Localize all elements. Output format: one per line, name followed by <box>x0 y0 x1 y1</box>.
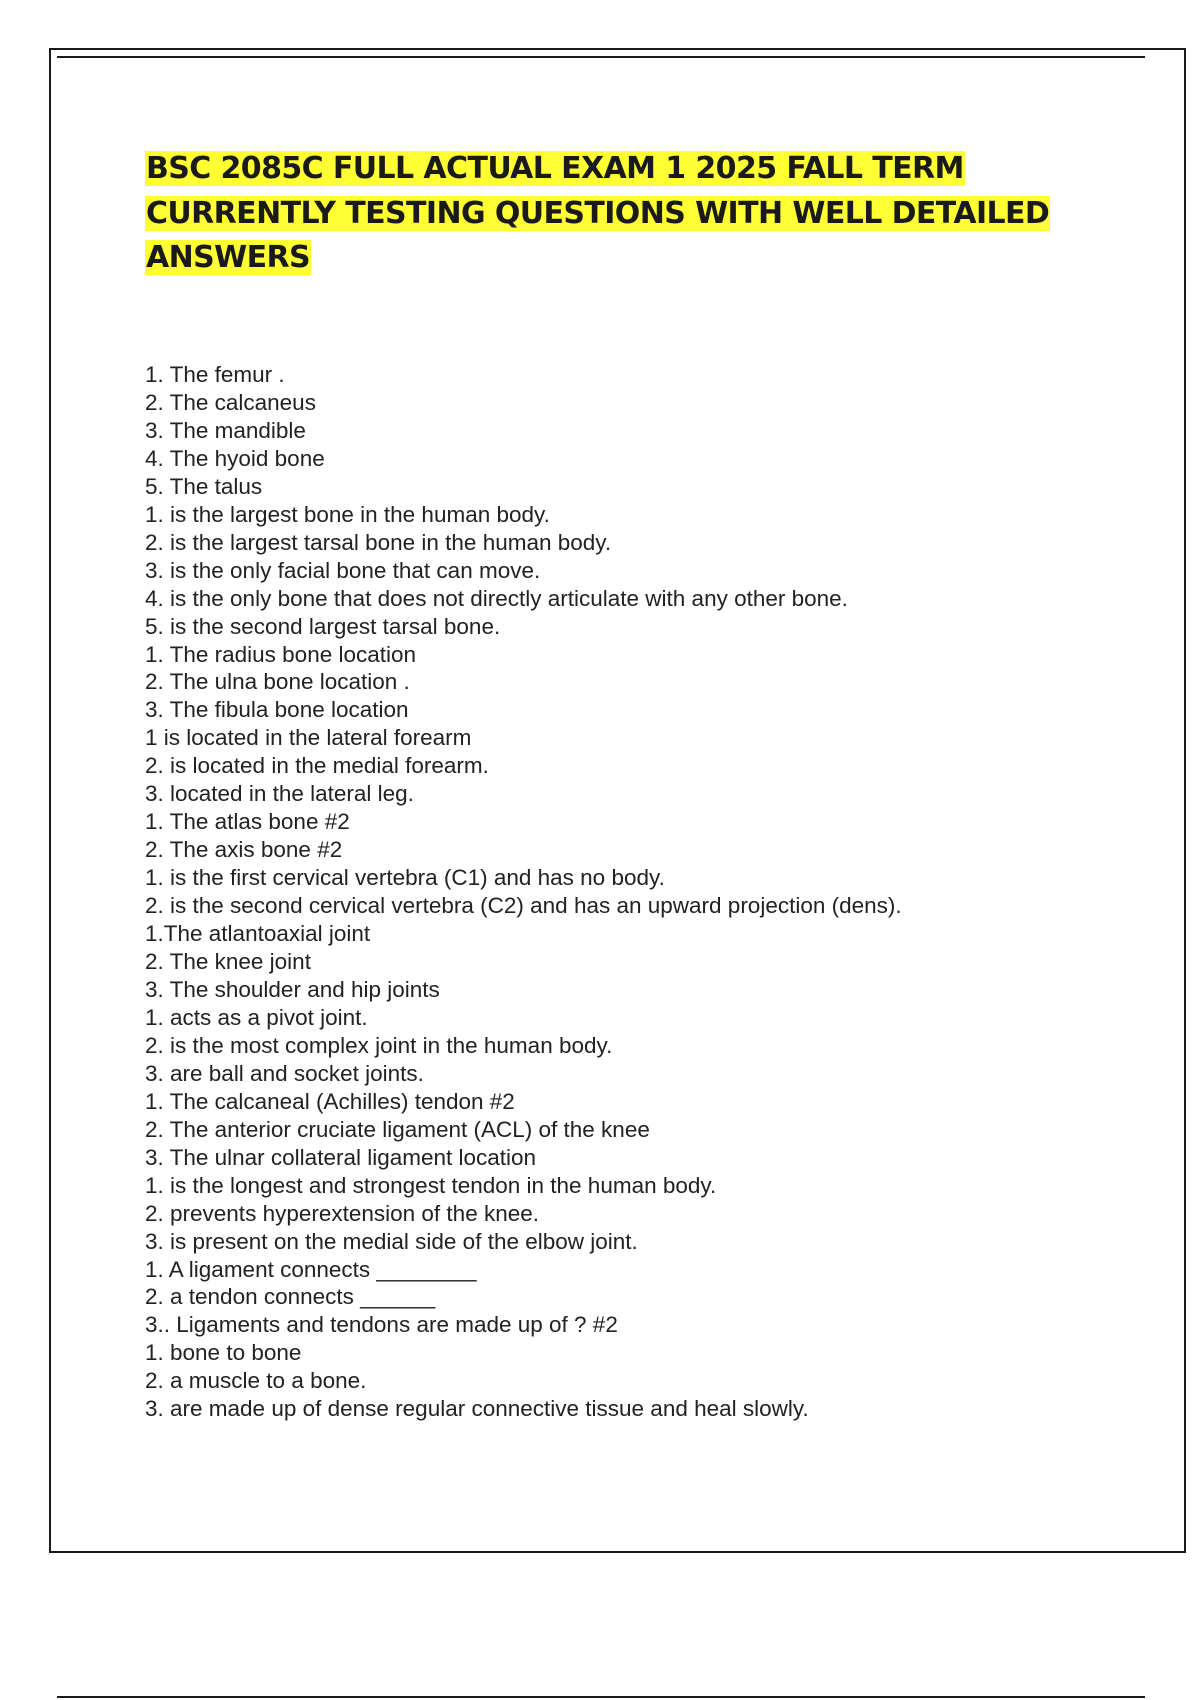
title-line: ANSWERS <box>146 240 311 275</box>
list-item: 3. The fibula bone location <box>145 697 409 723</box>
list-item: 2. The calcaneus <box>145 389 316 415</box>
list-item: 2. a muscle to a bone. <box>145 1368 367 1394</box>
list-item: 1. bone to bone <box>145 1340 302 1366</box>
question-answer-list <box>145 361 902 1423</box>
list-item: 1. is the first cervical vertebra (C1) and has no body. <box>145 865 665 891</box>
list-item: 1. is the largest bone in the human body. <box>145 501 550 527</box>
list-item: 2. The ulna bone location . <box>145 669 410 695</box>
list-item: 1. The atlas bone #2 <box>145 809 350 835</box>
list-item: 1.The atlantoaxial joint <box>145 921 371 947</box>
document-title <box>145 147 1065 281</box>
list-item: 1. The femur . <box>145 362 285 387</box>
list-item: 2. is the most complex joint in the human body. <box>145 1032 613 1058</box>
list-item: 1. The radius bone location <box>145 641 417 667</box>
list-item: 3. The ulnar collateral ligament location <box>145 1144 537 1170</box>
list-item: 3.. Ligaments and tendons are made up of ? #2 <box>145 1312 618 1338</box>
list-item: 2. is the largest tarsal bone in the human body. <box>145 529 612 555</box>
list-item: 1. is the longest and strongest tendon in the human body. <box>145 1172 717 1198</box>
list-item: 3. are made up of dense regular connective tissue and heal slowly. <box>145 1396 809 1422</box>
list-item: 5. is the second largest tarsal bone. <box>145 613 501 639</box>
list-item: 3. The mandible <box>145 417 306 443</box>
list-item: 2. is the second cervical vertebra (C2) and has an upward projection (dens). <box>145 893 902 919</box>
list-item: 1. The calcaneal (Achilles) tendon #2 <box>145 1088 515 1114</box>
list-item: 2. is located in the medial forearm. <box>145 753 489 779</box>
bottom-rule <box>57 1696 1145 1698</box>
list-item: 4. is the only bone that does not directly articulate with any other bone. <box>145 585 848 611</box>
list-item: 3. The shoulder and hip joints <box>145 976 440 1002</box>
list-item: 2. The knee joint <box>145 949 311 975</box>
list-item: 4. The hyoid bone <box>145 445 325 471</box>
list-item: 1 is located in the lateral forearm <box>145 725 472 751</box>
list-item: 3. located in the lateral leg. <box>145 781 414 807</box>
list-item: 2. The anterior cruciate ligament (ACL) of the knee <box>145 1116 650 1142</box>
list-item: 1. acts as a pivot joint. <box>145 1004 368 1030</box>
list-item: 2. prevents hyperextension of the knee. <box>145 1200 540 1226</box>
list-item: 3. is present on the medial side of the elbow joint. <box>145 1228 638 1254</box>
list-item: 1. A ligament connects ________ <box>145 1256 477 1282</box>
list-item: 2. a tendon connects ______ <box>145 1284 436 1310</box>
list-item: 2. The axis bone #2 <box>145 837 343 863</box>
list-item: 3. are ball and socket joints. <box>145 1060 424 1086</box>
title-line: CURRENTLY TESTING QUESTIONS WITH WELL DETAILED <box>146 195 1050 231</box>
list-item: 3. is the only facial bone that can move. <box>145 557 541 583</box>
title-line: BSC 2085C FULL ACTUAL EXAM 1 2025 FALL TERM <box>146 151 964 186</box>
list-item: 5. The talus <box>145 473 263 499</box>
